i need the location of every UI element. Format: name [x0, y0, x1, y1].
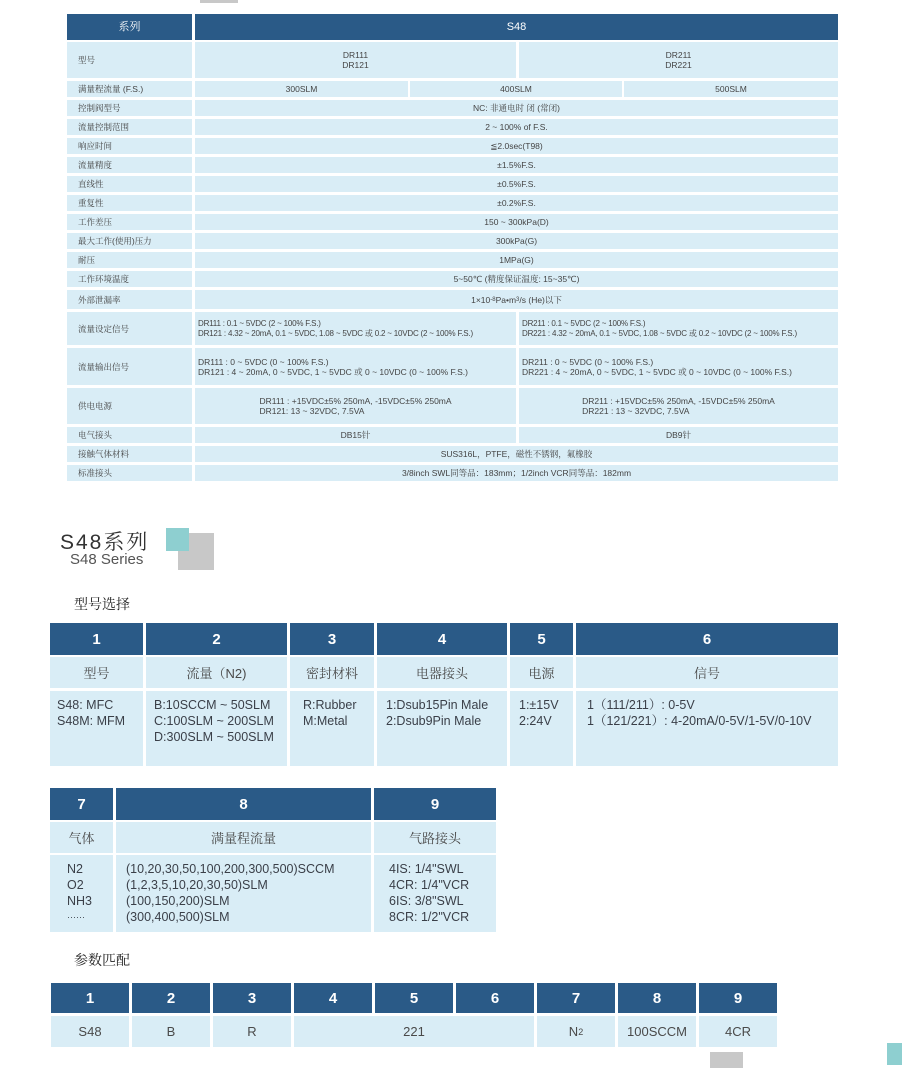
- leak-unit: Pa•m: [495, 294, 517, 305]
- m-num-6: 6: [456, 983, 534, 1013]
- gas-nh3: NH3: [67, 894, 93, 908]
- spec-response-value: ≦2.0sec(T98): [195, 138, 838, 154]
- spec-setting-left: [195, 312, 516, 345]
- t2-hdr-fullscale: 满量程流量: [116, 822, 371, 853]
- spec-repeat-label: 重复性: [67, 195, 192, 211]
- t1-cell-model: [50, 691, 143, 766]
- m-gas-n: N: [568, 1024, 579, 1039]
- spec-connector-label: 电气接头: [67, 427, 192, 443]
- power-dr121: DR121: 13 ~ 32VDC, 7.5VA: [259, 406, 365, 416]
- t1-num-3: 3: [290, 623, 374, 655]
- t1-hdr-signal: 信号: [576, 657, 838, 688]
- spec-temp-label: 工作环境温度: [67, 271, 192, 287]
- model-dr121: DR121: [342, 60, 369, 70]
- fit-6is: 6IS: 3/8"SWL: [389, 894, 464, 908]
- gas-n2: N2: [67, 862, 83, 876]
- spec-valve-label: 控制阀型号: [67, 100, 192, 116]
- gas-o2: O2: [67, 878, 84, 892]
- spec-maxpress-label: 最大工作(使用)压力: [67, 233, 192, 249]
- opt-dsub9: 2:Dsub9Pin Male: [386, 714, 482, 728]
- spec-fs-label: 满量程流量 (F.S.): [67, 81, 192, 97]
- bottom-gray-decoration: [710, 1052, 743, 1068]
- m-val-fitting: 4CR: [699, 1016, 777, 1047]
- m-num-3: 3: [213, 983, 291, 1013]
- setting-dr221: DR221 : 4.32 ~ 20mA, 0.1 ~ 5VDC, 1.08 ~ 5VDC 或 0.2 ~ 10VDC (2 ~ 100% F.S.): [522, 328, 797, 338]
- spec-fitting-value: 3/8inch SWL同等品：183mm；1/2inch VCR同等品：182mm: [195, 465, 838, 481]
- t1-cell-connector: [377, 691, 507, 766]
- m-num-1: 1: [51, 983, 129, 1013]
- spec-linearity-label: 直线性: [67, 176, 192, 192]
- power-dr221: DR221 : 13 ~ 32VDC, 7.5VA: [582, 406, 690, 416]
- t1-hdr-seal: 密封材料: [290, 657, 374, 688]
- m-num-8: 8: [618, 983, 696, 1013]
- m-val-seal: R: [213, 1016, 291, 1047]
- opt-flow-c: C:100SLM ~ 200SLM: [154, 714, 274, 728]
- spec-header-value: S48: [195, 14, 838, 40]
- m-num-2: 2: [132, 983, 210, 1013]
- spec-material-label: 接触气体材料: [67, 446, 192, 462]
- m-val-range: 100SCCM: [618, 1016, 696, 1047]
- spec-proof-label: 耐压: [67, 252, 192, 268]
- range-slm-2: (100,150,200)SLM: [126, 894, 230, 908]
- spec-repeat-value: ±0.2%F.S.: [195, 195, 838, 211]
- t1-cell-signal: [576, 691, 838, 766]
- output-dr111: DR111 : 0 ~ 5VDC (0 ~ 100% F.S.): [198, 356, 329, 367]
- spec-accuracy-value: ±1.5%F.S.: [195, 157, 838, 173]
- model-dr221: DR221: [665, 60, 692, 70]
- opt-s48m-mfm: S48M: MFM: [57, 714, 126, 728]
- fit-4cr: 4CR: 1/4"VCR: [389, 878, 470, 892]
- spec-range-value: 2 ~ 100% of F.S.: [195, 119, 838, 135]
- t1-num-1: 1: [50, 623, 143, 655]
- leak-exp2: 3: [516, 296, 520, 303]
- spec-linearity-value: ±0.5%F.S.: [195, 176, 838, 192]
- leak-base: 1×10: [471, 294, 491, 305]
- spec-setting-right: [519, 312, 838, 345]
- t1-num-6: 6: [576, 623, 838, 655]
- t1-hdr-power: 电源: [510, 657, 573, 688]
- t1-cell-flow: [146, 691, 287, 766]
- spec-setting-label: 流量设定信号: [67, 312, 192, 345]
- matching-heading: 参数匹配: [74, 952, 130, 968]
- t1-cell-power: [510, 691, 573, 766]
- spec-material-value: SUS316L，PTFE，磁性不锈钢，氟橡胶: [195, 446, 838, 462]
- m-val-flow: B: [132, 1016, 210, 1047]
- opt-flow-b: B:10SCCM ~ 50SLM: [154, 698, 271, 712]
- t1-num-2: 2: [146, 623, 287, 655]
- opt-seal-rubber: R:Rubber: [303, 698, 357, 712]
- setting-dr211: DR211 : 0.1 ~ 5VDC (2 ~ 100% F.S.): [522, 318, 646, 328]
- spec-model-left: [195, 42, 516, 78]
- spec-temp-value: 5~50℃ (精度保证温度: 15~35℃): [195, 271, 838, 287]
- m-val-model: S48: [51, 1016, 129, 1047]
- t2-num-9: 9: [374, 788, 496, 820]
- series-title: S48系列: [60, 531, 150, 554]
- t2-num-7: 7: [50, 788, 113, 820]
- title-teal-block: [166, 528, 189, 551]
- model-selection-heading: 型号选择: [74, 596, 130, 612]
- spec-connector-right: DB9针: [519, 427, 838, 443]
- spec-leak-label: 外部泄漏率: [67, 290, 192, 309]
- t1-hdr-flow: 流量（N2): [146, 657, 287, 688]
- spec-power-left: [195, 388, 516, 424]
- spec-power-label: 供电电源: [67, 388, 192, 424]
- spec-fs-500: 500SLM: [624, 81, 838, 97]
- t2-hdr-gas: 气体: [50, 822, 113, 853]
- range-sccm: (10,20,30,50,100,200,300,500)SCCM: [126, 862, 335, 876]
- t2-cell-gas: [50, 855, 113, 932]
- spec-connector-left: DB15针: [195, 427, 516, 443]
- spec-accuracy-label: 流量精度: [67, 157, 192, 173]
- model-dr211: DR211: [665, 50, 692, 60]
- spec-valve-value: NC: 非通电时 闭 (常闭): [195, 100, 838, 116]
- t1-hdr-connector: 电器接头: [377, 657, 507, 688]
- output-dr221: DR221 : 4 ~ 20mA, 0 ~ 5VDC, 1 ~ 5VDC 或 0 ~ 10VDC (0 ~ 100% F.S.): [522, 366, 793, 377]
- setting-dr121: DR121 : 4.32 ~ 20mA, 0.1 ~ 5VDC, 1.08 ~ 5VDC 或 0.2 ~ 10VDC (2 ~ 100% F.S.): [198, 328, 473, 338]
- spec-output-right: [519, 348, 838, 385]
- leak-exp: -8: [490, 296, 496, 303]
- spec-power-right: [519, 388, 838, 424]
- gas-more: ······: [67, 912, 85, 922]
- t2-cell-fitting: [374, 855, 496, 932]
- spec-maxpress-value: 300kPa(G): [195, 233, 838, 249]
- m-val-456: 221: [294, 1016, 534, 1047]
- output-dr211: DR211 : 0 ~ 5VDC (0 ~ 100% F.S.): [522, 356, 654, 367]
- spec-header-label: 系列: [67, 14, 192, 40]
- t1-num-5: 5: [510, 623, 573, 655]
- opt-seal-metal: M:Metal: [303, 714, 348, 728]
- spec-leak-value: [195, 290, 838, 309]
- spec-model-right: [519, 42, 838, 78]
- spec-output-label: 流量输出信号: [67, 348, 192, 385]
- t1-hdr-model: 型号: [50, 657, 143, 688]
- m-val-gas: [537, 1016, 615, 1047]
- m-gas-sub: 2: [578, 1026, 584, 1037]
- spec-proof-value: 1MPa(G): [195, 252, 838, 268]
- opt-signal-1: 1（111/211）: 0-5V: [587, 698, 695, 712]
- top-tab-decoration: [200, 0, 238, 3]
- fit-8cr: 8CR: 1/2"VCR: [389, 910, 470, 924]
- corner-teal-decoration: [887, 1043, 902, 1065]
- t2-cell-fullscale: [116, 855, 371, 932]
- spec-range-label: 流量控制范围: [67, 119, 192, 135]
- spec-model-label: 型号: [67, 42, 192, 78]
- fit-4is: 4IS: 1/4"SWL: [389, 862, 464, 876]
- leak-post: /s (He)以下: [519, 294, 562, 305]
- m-num-7: 7: [537, 983, 615, 1013]
- spec-diffpress-value: 150 ~ 300kPa(D): [195, 214, 838, 230]
- opt-dsub15: 1:Dsub15Pin Male: [386, 698, 489, 712]
- power-dr211: DR211 : +15VDC±5% 250mA, -15VDC±5% 250mA: [582, 396, 775, 406]
- spec-fs-400: 400SLM: [410, 81, 622, 97]
- range-slm-1: (1,2,3,5,10,20,30,50)SLM: [126, 878, 268, 892]
- series-subtitle: S48 Series: [70, 551, 144, 568]
- spec-response-label: 响应时间: [67, 138, 192, 154]
- m-num-9: 9: [699, 983, 777, 1013]
- m-num-4: 4: [294, 983, 372, 1013]
- range-slm-3: (300,400,500)SLM: [126, 910, 230, 924]
- opt-signal-2: 1（121/221）: 4-20mA/0-5V/1-5V/0-10V: [587, 714, 812, 728]
- t1-num-4: 4: [377, 623, 507, 655]
- spec-diffpress-label: 工作差压: [67, 214, 192, 230]
- t2-hdr-fitting: 气路接头: [374, 822, 496, 853]
- power-dr111: DR111 : +15VDC±5% 250mA, -15VDC±5% 250mA: [259, 396, 452, 406]
- opt-flow-d: D:300SLM ~ 500SLM: [154, 730, 274, 744]
- setting-dr111: DR111 : 0.1 ~ 5VDC (2 ~ 100% F.S.): [198, 318, 321, 328]
- spec-output-left: [195, 348, 516, 385]
- t2-num-8: 8: [116, 788, 371, 820]
- opt-power-24v: 2:24V: [519, 714, 552, 728]
- spec-fitting-label: 标准接头: [67, 465, 192, 481]
- model-dr111: DR111: [342, 50, 369, 60]
- opt-s48-mfc: S48: MFC: [57, 698, 114, 712]
- t1-cell-seal: [290, 691, 374, 766]
- spec-fs-300: 300SLM: [195, 81, 408, 97]
- m-num-5: 5: [375, 983, 453, 1013]
- output-dr121: DR121 : 4 ~ 20mA, 0 ~ 5VDC, 1 ~ 5VDC 或 0 ~ 10VDC (0 ~ 100% F.S.): [198, 366, 469, 377]
- opt-power-15v: 1:±15V: [519, 698, 559, 712]
